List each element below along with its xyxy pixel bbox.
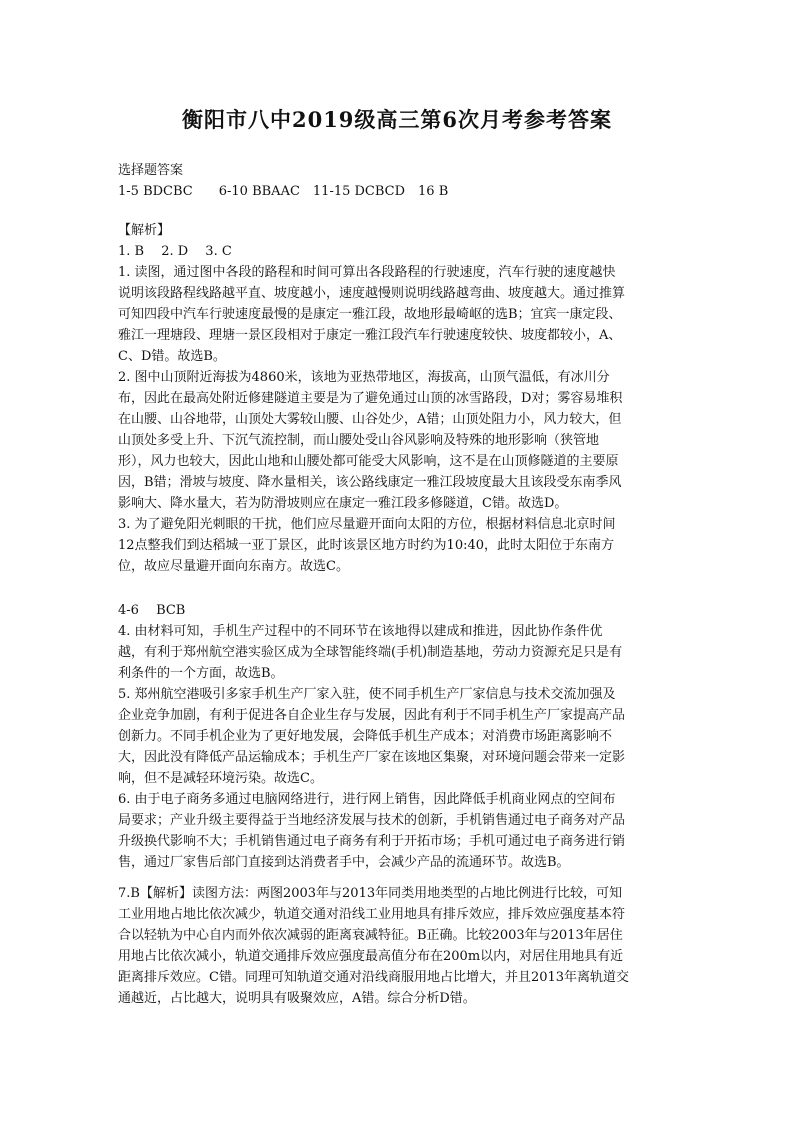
analysis-7-line: 7.B【解析】读图方法：两图2003年与2013年同类用地类型的占地比例进行比较，可知 bbox=[118, 886, 623, 901]
analysis-1-3-line: 雅江一理塘段、理塘一景区段相对于康定一雅江段汽车行驶速度较快、坡度都较小，A、 bbox=[118, 328, 622, 343]
analysis-1-3-line: 2. 图中山顶附近海拔为4860米，该地为亚热带地区，海拔高，山顶气温低，有冰川分 bbox=[118, 370, 610, 385]
choice-answers: 1-5 BDCBC 6-10 BBAAC 11-15 DCBCD 16 B bbox=[118, 184, 449, 199]
analysis-7-line: 通越近，占比越大，说明具有吸聚效应，A错。综合分析D错。 bbox=[118, 991, 476, 1006]
analysis-4-6-line: 4. 由材料可知，手机生产过程中的不同环节在该地得以建成和推进，因此协作条件优 bbox=[118, 624, 603, 639]
analysis-1-3-line: 可知四段中汽车行驶速度最慢的是康定一雅江段，故地形最崎岖的选B；宜宾一康定段、 bbox=[118, 307, 622, 322]
analysis-4-6-line: 5. 郑州航空港吸引多家手机生产厂家入驻，使不同手机生产厂家信息与技术交流加强及 bbox=[118, 687, 616, 702]
analysis-4-6-line: 越，有利于郑州航空港实验区成为全球智能终端(手机)制造基地，劳动力资源充足只是有 bbox=[118, 645, 623, 660]
analysis-1-3-line: 说明该段路程线路越平直、坡度越小，速度越慢则说明线路越弯曲、坡度越大。通过推算 bbox=[118, 286, 626, 301]
analysis-4-6-line: 局要求；产业升级主要得益于当地经济发展与技术的创新，手机销售通过电子商务对产品 bbox=[118, 813, 626, 828]
analysis-1-3-line: 3. 为了避免阳光刺眼的干扰，他们应尽量避开面向太阳的方位，根据材料信息北京时间 bbox=[118, 517, 616, 532]
analysis-4-6-line: 响，但不是减轻环境污染。故选C。 bbox=[118, 771, 323, 786]
analysis-4-6-line: 售，通过厂家售后部门直接到达消费者手中，会减少产品的流通环节。故选B。 bbox=[118, 855, 570, 870]
analysis-1-3-line: 布，因此在最高处附近修建隧道主要是为了避免通过山顶的冰雪路段，D对；雾容易堆积 bbox=[118, 391, 623, 406]
analysis-4-6-line: 创新力。不同手机企业为了更好地发展，会降低手机生产成本；对消费市场距离影响不 bbox=[118, 729, 613, 744]
analysis-7-line: 用地占比依次减小，轨道交通排斥效应强度最高值分布在200m以内，对居住用地具有近 bbox=[118, 949, 624, 964]
analysis-1-3-line: 影响大、降水量大，若为防滑坡则应在康定一雅江段多修隧道，C错。故选D。 bbox=[118, 496, 568, 511]
analysis-7-line: 工业用地占地比依次减少，轨道交通对沿线工业用地具有排斥效应，排斥效应强度基本符 bbox=[118, 907, 626, 922]
analysis-1-3-line: 因，B错；滑坡与坡度、降水量相关，该公路线康定一雅江段坡度最大且该段受东南季风 bbox=[118, 475, 622, 490]
analysis-heading: 【解析】 bbox=[118, 223, 171, 238]
analysis-1-3-line: 形），风力也较大，因此山地和山腰处都可能受大风影响，这不是在山顶修隧道的主要原 bbox=[118, 454, 619, 469]
analysis-4-6-line: 升级换代影响不大；手机销售通过电子商务有利于开拓市场；手机可通过电子商务进行销 bbox=[118, 834, 626, 849]
analysis-7-line: 距离排斥效应。C错。同理可知轨道交通对沿线商服用地占比增大，并且2013年离轨道交 bbox=[118, 970, 630, 985]
analysis-1-3-line: 在山腰、山谷地带，山顶处大雾较山腰、山谷处少，A错；山顶处阻力小，风力较大，但 bbox=[118, 412, 622, 427]
section-label: 选择题答案 bbox=[118, 163, 184, 178]
analysis-7-line: 合以轻轨为中心自内而外依次减弱的距离衰减特征。B正确。比较2003年与2013年居住 bbox=[118, 928, 623, 943]
analysis-1-3-line: 12点整我们到达稻城一亚丁景区，此时该景区地方时约为10:40，此时太阳位于东南方 bbox=[118, 538, 615, 553]
analysis-4-6-line: 大，因此没有降低产品运输成本；手机生产厂家在该地区集聚，对环境问题会带来一定影 bbox=[118, 750, 626, 765]
analysis-1-3-line: 位，故应尽量避开面向东南方。故选C。 bbox=[118, 559, 349, 574]
analysis-4-6-line: 利条件的一个方面，故选B。 bbox=[118, 666, 284, 681]
analysis-1-3-line: 山顶处多受上升、下沉气流控制，而山腰处受山谷风影响及特殊的地形影响（狭管地 bbox=[118, 433, 600, 448]
answers-4-6: 4-6 BCB bbox=[118, 603, 186, 618]
document-title: 衡阳市八中2019级高三第6次月考参考答案 bbox=[181, 107, 613, 132]
analysis-1-3-line: 1. 读图，通过图中各段的路程和时间可算出各段路程的行驶速度，汽车行驶的速度越快 bbox=[118, 265, 616, 280]
answers-1-3: 1. B 2. D 3. C bbox=[118, 244, 232, 259]
analysis-4-6-line: 6. 由于电子商务多通过电脑网络进行，进行网上销售，因此降低手机商业网点的空间布 bbox=[118, 792, 616, 807]
analysis-4-6-line: 企业竞争加剧，有利于促进各自企业生存与发展，因此有利于不同手机生产厂家提高产品 bbox=[118, 708, 626, 723]
analysis-1-3-line: C、D错。故选B。 bbox=[118, 349, 226, 364]
